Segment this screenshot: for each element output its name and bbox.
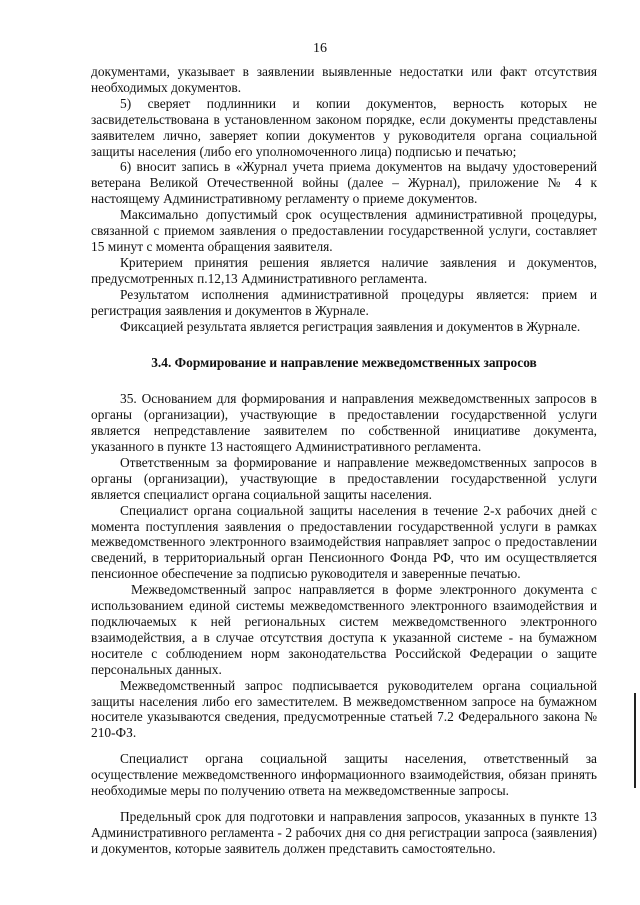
paragraph: Межведомственный запрос подписывается руководителем органа социальной защиты населения либо его заместителем. В межведомственном запросе на бумажном носителе указываются сведения, предусмотренные статьей 7.2 Федерального закона № 210-ФЗ.	[91, 677, 597, 741]
paragraph: 6) вносит запись в «Журнал учета приема документов на выдачу удостоверений ветерана Великой Отечественной войны (далее – Журнал), приложение № 4 к настоящему Административному регламенту о приеме документов.	[91, 159, 597, 207]
paragraph: Максимально допустимый срок осуществления административной процедуры, связанной с приемом заявления о предоставлении государственной услуги, составляет 15 минут с момента обращения заявителя.	[91, 207, 597, 254]
paragraph: Предельный срок для подготовки и направления запросов, указанных в пункте 13 Административного регламента - 2 рабочих дня со дня регистрации запроса (заявления) и документов, которые заявитель должен представить самостоятельно.	[91, 808, 597, 856]
paragraph: Фиксацией результата является регистрация заявления и документов в Журнале.	[120, 318, 581, 334]
paragraph: 35. Основанием для формирования и направления межведомственных запросов в органы (организации), участвующие в предоставлении государственной услуги является непредставление заявителем по собственной инициативе документа, указанного в пункте 13 настоящего Административного регламента.	[91, 391, 597, 455]
scan-edge-line	[634, 693, 636, 788]
paragraph: Специалист органа социальной защиты населения, ответственный за осуществление межведомственного информационного взаимодействия, обязан принять необходимые меры по получению ответа на межведомственные запросы.	[91, 751, 597, 799]
paragraph: Результатом исполнения административной процедуры является: прием и регистрация заявления и документов в Журнале.	[91, 286, 597, 318]
paragraph: Критерием принятия решения является наличие заявления и документов, предусмотренных п.12,13 Административного регламента.	[91, 254, 597, 286]
page-number: 16	[313, 41, 327, 56]
document-body	[91, 64, 597, 857]
paragraph: Специалист органа социальной защиты населения в течение 2-х рабочих дней с момента поступления заявления о предоставлении государственной услуги в рамках межведомственного электронного взаимодействия направляет запрос о предоставлении сведений, в территориальный орган Пенсионного Фонда РФ, что им осуществляется пенсионное обеспечение за подписью руководителя и заверенные печатью.	[91, 502, 597, 582]
paragraph: Ответственным за формирование и направление межведомственных запросов в органы (организации), участвующие в предоставлении государственной услуги является специалист органа социальной защиты населения.	[91, 454, 597, 502]
paragraph: 5) сверяет подлинники и копии документов, верность которых не засвидетельствована в установленном законом порядке, если документы представлены заявителем лично, заверяет копии документов у руководителя органа социальной защиты населения (либо его уполномоченного лица) подписью и печатью;	[91, 95, 597, 159]
paragraph: документами, указывает в заявлении выявленные недостатки или факт отсутствия необходимых документов.	[91, 64, 597, 95]
section-heading: 3.4. Формирование и направление межведомственных запросов	[151, 355, 537, 371]
paragraph: Межведомственный запрос направляется в форме электронного документа с использованием единой системы межведомственного электронного взаимодействия и подключаемых к ней региональных систем межведомственного электронного взаимодействия, а в случае отсутствия доступа к указанной системе - на бумажном носителе с соблюдением норм законодательства Российской Федерации о защите персональных данных.	[91, 582, 597, 677]
